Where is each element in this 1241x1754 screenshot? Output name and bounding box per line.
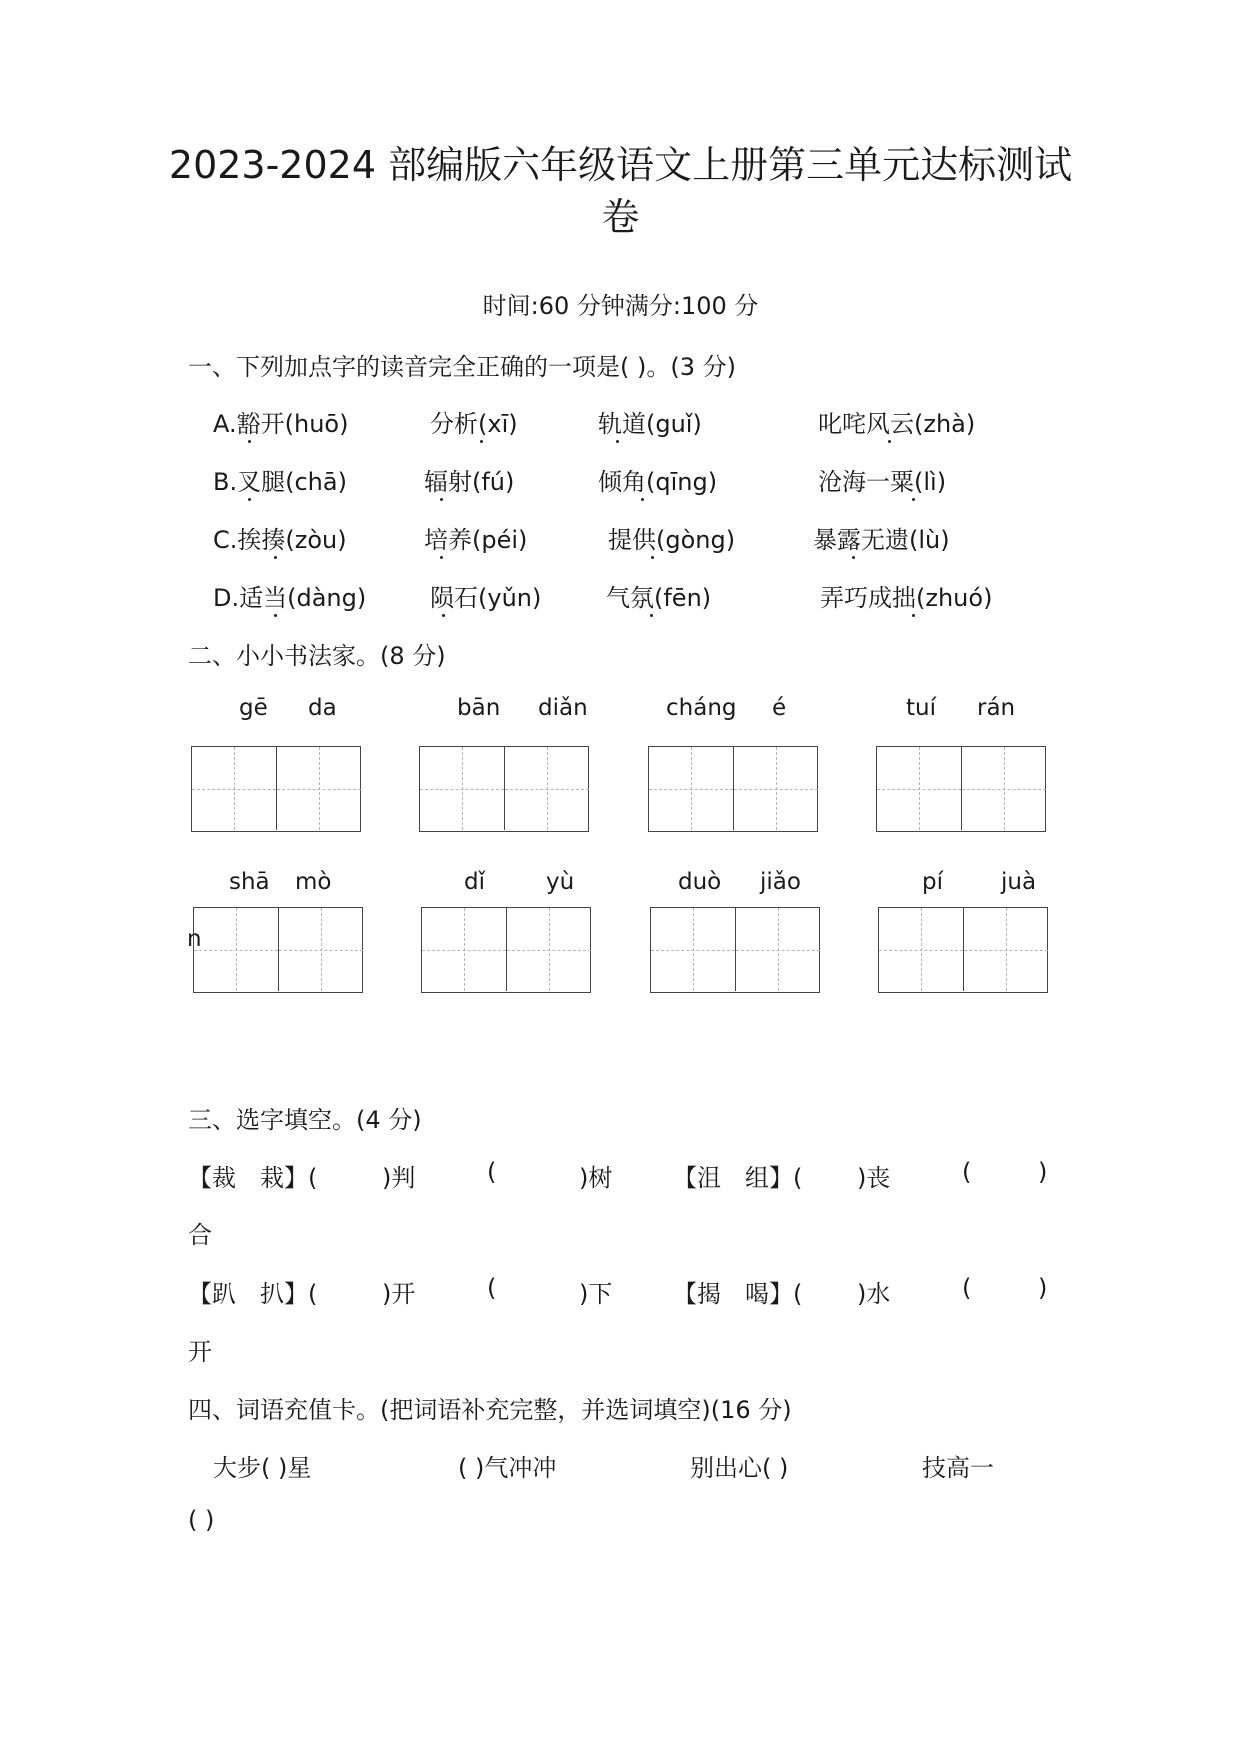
pinyin: da xyxy=(308,695,337,721)
q2-heading: 二、小小书法家。(8 分) xyxy=(188,642,446,670)
pinyin: tuí xyxy=(906,695,936,721)
q3-blank-text: )判 xyxy=(382,1164,416,1192)
q1-option-c-3: 提供(gòng) xyxy=(608,526,736,554)
writing-grid[interactable] xyxy=(419,746,589,832)
emphasis-dot xyxy=(912,614,915,617)
exam-info: 时间:60 分钟满分:100 分 xyxy=(482,292,759,320)
q1-option-b-3: 倾角(qīng) xyxy=(598,468,718,496)
pinyin: juà xyxy=(1001,869,1037,895)
q1-option-a-3: 轨道(guǐ) xyxy=(598,410,702,438)
q4-heading: 四、词语充值卡。(把词语补充完整，并选词填空)(16 分) xyxy=(188,1396,792,1424)
pinyin: gē xyxy=(239,695,268,721)
emphasis-dot xyxy=(912,498,915,501)
writing-grid[interactable] xyxy=(650,907,820,993)
q3-blank-text: )树 xyxy=(579,1164,613,1192)
q1-option-c-1: C.挨揍(zòu) xyxy=(213,526,347,554)
pinyin: jiǎo xyxy=(760,869,801,895)
writing-grid[interactable] xyxy=(421,907,591,993)
q3-blank-text: )水 xyxy=(857,1280,891,1308)
q1-option-d-2: 陨石(yǔn) xyxy=(430,584,542,612)
q1-option-b-2: 辐射(fú) xyxy=(424,468,515,496)
pinyin: shā xyxy=(229,869,270,895)
q3-blank-text: ( xyxy=(962,1158,972,1186)
q1-option-d-1: D.适当(dàng) xyxy=(213,584,367,612)
emphasis-dot xyxy=(248,440,251,443)
q3-choice: 【沮 组】( xyxy=(673,1164,803,1192)
q1-option-c-2: 培养(péi) xyxy=(424,526,528,554)
emphasis-dot xyxy=(480,440,483,443)
pinyin: mò xyxy=(295,869,332,895)
writing-grid[interactable] xyxy=(648,746,818,832)
emphasis-dot xyxy=(274,614,277,617)
emphasis-dot xyxy=(274,556,277,559)
pinyin: pí xyxy=(922,869,943,895)
q3-blank-text: )丧 xyxy=(857,1164,891,1192)
emphasis-dot xyxy=(650,614,653,617)
q3-blank-text: ( xyxy=(487,1158,497,1186)
q3-blank-text: ( xyxy=(487,1274,497,1302)
q3-blank-text: )开 xyxy=(382,1280,416,1308)
emphasis-dot xyxy=(442,614,445,617)
q1-option-c-4: 暴露无遗(lù) xyxy=(813,526,950,554)
emphasis-dot xyxy=(651,556,654,559)
pinyin-wrap: n xyxy=(187,926,202,952)
q3-choice: 【趴 扒】( xyxy=(188,1280,318,1308)
pinyin: cháng xyxy=(666,695,737,721)
q3-heading: 三、选字填空。(4 分) xyxy=(188,1106,422,1134)
q1-option-b-4: 沧海一粟(lì) xyxy=(818,468,947,496)
emphasis-dot xyxy=(616,440,619,443)
pinyin: bān xyxy=(457,695,501,721)
q1-option-b-1: B.叉腿(chā) xyxy=(213,468,347,496)
q4-item: 技高一 xyxy=(922,1454,994,1482)
emphasis-dot xyxy=(888,440,891,443)
q4-item: 大步( )星 xyxy=(213,1454,312,1482)
q3-choice: 【裁 栽】( xyxy=(188,1164,318,1192)
pinyin: diǎn xyxy=(538,695,588,721)
q4-wrap-text: ( ) xyxy=(188,1506,215,1534)
writing-grid[interactable] xyxy=(878,907,1048,993)
writing-grid[interactable] xyxy=(876,746,1046,832)
q3-blank-text: ( xyxy=(962,1274,972,1302)
pinyin: é xyxy=(772,695,787,721)
q1-option-d-4: 弄巧成拙(zhuó) xyxy=(820,584,993,612)
q4-item: ( )气冲冲 xyxy=(458,1454,557,1482)
q1-heading: 一、下列加点字的读音完全正确的一项是( )。(3 分) xyxy=(188,353,736,381)
pinyin: dǐ xyxy=(464,869,485,895)
writing-grid[interactable] xyxy=(191,746,361,832)
q3-wrap-text: 开 xyxy=(188,1338,212,1366)
q3-blank-text: ) xyxy=(1038,1158,1048,1186)
q1-option-d-3: 气氛(fēn) xyxy=(606,584,712,612)
q4-item: 别出心( ) xyxy=(690,1454,789,1482)
q1-option-a-2: 分析(xī) xyxy=(430,410,518,438)
q3-choice: 【揭 喝】( xyxy=(673,1280,803,1308)
q3-wrap-text: 合 xyxy=(188,1221,212,1249)
q1-option-a-1: A.豁开(huō) xyxy=(213,410,349,438)
writing-grid[interactable] xyxy=(193,907,363,993)
page-title: 2023-2024 部编版六年级语文上册第三单元达标测试 xyxy=(168,143,1073,187)
q3-blank-text: )下 xyxy=(579,1280,613,1308)
emphasis-dot xyxy=(440,498,443,501)
page-title-continued: 卷 xyxy=(601,195,640,239)
q1-option-a-4: 叱咤风云(zhà) xyxy=(818,410,976,438)
pinyin: duò xyxy=(678,869,722,895)
pinyin: yù xyxy=(546,869,575,895)
q3-blank-text: ) xyxy=(1038,1274,1048,1302)
emphasis-dot xyxy=(641,498,644,501)
emphasis-dot xyxy=(852,556,855,559)
emphasis-dot xyxy=(248,498,251,501)
emphasis-dot xyxy=(440,556,443,559)
pinyin: rán xyxy=(977,695,1016,721)
